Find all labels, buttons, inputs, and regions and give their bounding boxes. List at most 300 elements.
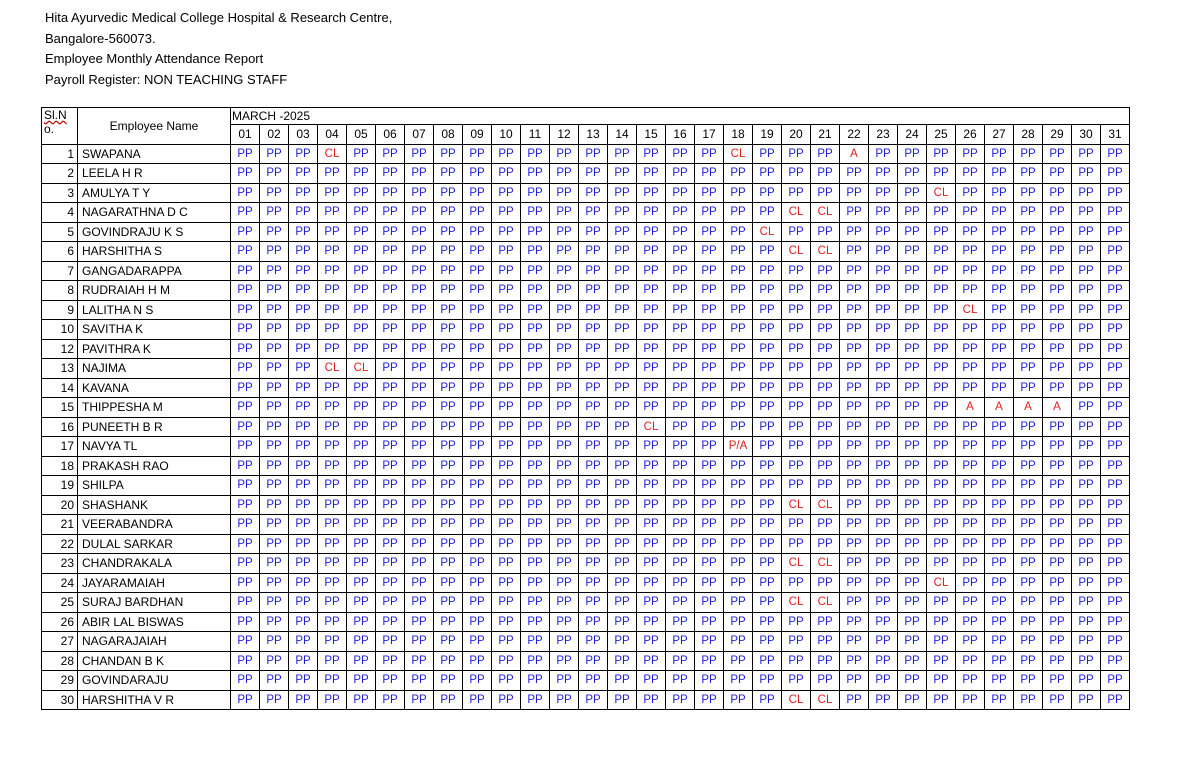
attendance-table xyxy=(41,107,1130,710)
attendance-present-mark: PP xyxy=(869,164,898,184)
attendance-present-mark: PP xyxy=(492,339,521,359)
attendance-present-mark: PP xyxy=(550,690,579,710)
attendance-present-mark: PP xyxy=(1101,164,1130,184)
attendance-present-mark: PP xyxy=(927,261,956,281)
attendance-present-mark: PP xyxy=(1014,164,1043,184)
attendance-present-mark: PP xyxy=(695,164,724,184)
attendance-present-mark: PP xyxy=(724,632,753,652)
attendance-present-mark: PP xyxy=(927,320,956,340)
attendance-present-mark: PP xyxy=(434,183,463,203)
attendance-present-mark: PP xyxy=(753,612,782,632)
attendance-present-mark: PP xyxy=(347,281,376,301)
attendance-present-mark: PP xyxy=(637,651,666,671)
attendance-present-mark: PP xyxy=(376,534,405,554)
attendance-present-mark: PP xyxy=(463,671,492,691)
day-header: 03 xyxy=(289,125,318,145)
attendance-present-mark: PP xyxy=(347,534,376,554)
attendance-present-mark: PP xyxy=(347,320,376,340)
attendance-present-mark: PP xyxy=(318,261,347,281)
attendance-present-mark: PP xyxy=(318,320,347,340)
attendance-present-mark: PP xyxy=(579,593,608,613)
attendance-present-mark: PP xyxy=(753,378,782,398)
attendance-present-mark: PP xyxy=(463,573,492,593)
table-row xyxy=(42,144,1130,164)
attendance-present-mark: PP xyxy=(724,612,753,632)
attendance-present-mark: PP xyxy=(1014,242,1043,262)
attendance-present-mark: PP xyxy=(492,612,521,632)
attendance-present-mark: PP xyxy=(231,281,260,301)
attendance-present-mark: PP xyxy=(666,242,695,262)
serial-number: 20 xyxy=(42,495,78,515)
attendance-present-mark: PP xyxy=(898,554,927,574)
attendance-present-mark: PP xyxy=(1014,359,1043,379)
attendance-present-mark: PP xyxy=(1072,437,1101,457)
employee-name: ABIR LAL BISWAS xyxy=(78,612,231,632)
attendance-present-mark: PP xyxy=(550,203,579,223)
attendance-leave-mark: CL xyxy=(318,359,347,379)
attendance-present-mark: PP xyxy=(608,378,637,398)
attendance-present-mark: PP xyxy=(956,417,985,437)
attendance-present-mark: PP xyxy=(376,359,405,379)
attendance-present-mark: PP xyxy=(985,300,1014,320)
attendance-present-mark: PP xyxy=(666,495,695,515)
attendance-present-mark: PP xyxy=(811,437,840,457)
attendance-present-mark: PP xyxy=(550,320,579,340)
attendance-present-mark: PP xyxy=(550,456,579,476)
employee-name: GANGADARAPPA xyxy=(78,261,231,281)
attendance-present-mark: PP xyxy=(753,320,782,340)
attendance-present-mark: PP xyxy=(608,359,637,379)
attendance-present-mark: PP xyxy=(434,573,463,593)
serial-number: 15 xyxy=(42,398,78,418)
day-header: 14 xyxy=(608,125,637,145)
attendance-present-mark: PP xyxy=(318,183,347,203)
attendance-present-mark: PP xyxy=(898,320,927,340)
attendance-present-mark: PP xyxy=(260,437,289,457)
attendance-present-mark: PP xyxy=(985,612,1014,632)
attendance-present-mark: PP xyxy=(985,690,1014,710)
attendance-present-mark: PP xyxy=(521,203,550,223)
attendance-present-mark: PP xyxy=(405,281,434,301)
attendance-present-mark: PP xyxy=(782,437,811,457)
attendance-leave-mark: CL xyxy=(753,222,782,242)
attendance-present-mark: PP xyxy=(840,534,869,554)
attendance-present-mark: PP xyxy=(492,378,521,398)
attendance-leave-mark: CL xyxy=(318,144,347,164)
attendance-present-mark: PP xyxy=(1072,242,1101,262)
attendance-present-mark: PP xyxy=(579,554,608,574)
attendance-present-mark: PP xyxy=(666,378,695,398)
attendance-present-mark: PP xyxy=(695,573,724,593)
attendance-present-mark: PP xyxy=(376,320,405,340)
attendance-present-mark: PP xyxy=(811,281,840,301)
attendance-present-mark: PP xyxy=(463,651,492,671)
attendance-present-mark: PP xyxy=(231,554,260,574)
attendance-present-mark: PP xyxy=(463,476,492,496)
attendance-present-mark: PP xyxy=(898,476,927,496)
attendance-present-mark: PP xyxy=(927,437,956,457)
attendance-present-mark: PP xyxy=(289,573,318,593)
day-header: 05 xyxy=(347,125,376,145)
attendance-present-mark: PP xyxy=(840,456,869,476)
attendance-present-mark: PP xyxy=(898,495,927,515)
attendance-present-mark: PP xyxy=(811,183,840,203)
day-header: 27 xyxy=(985,125,1014,145)
attendance-present-mark: PP xyxy=(463,554,492,574)
attendance-present-mark: PP xyxy=(666,144,695,164)
attendance-present-mark: PP xyxy=(405,203,434,223)
attendance-present-mark: PP xyxy=(492,242,521,262)
serial-number: 8 xyxy=(42,281,78,301)
attendance-present-mark: PP xyxy=(1014,612,1043,632)
attendance-present-mark: PP xyxy=(666,651,695,671)
table-row xyxy=(42,690,1130,710)
attendance-present-mark: PP xyxy=(927,612,956,632)
attendance-present-mark: PP xyxy=(666,183,695,203)
attendance-present-mark: PP xyxy=(579,476,608,496)
day-header: 28 xyxy=(1014,125,1043,145)
attendance-present-mark: PP xyxy=(724,203,753,223)
serial-number: 1 xyxy=(42,144,78,164)
attendance-present-mark: PP xyxy=(811,417,840,437)
attendance-leave-mark: A xyxy=(956,398,985,418)
attendance-present-mark: PP xyxy=(260,456,289,476)
attendance-present-mark: PP xyxy=(985,632,1014,652)
attendance-present-mark: PP xyxy=(231,417,260,437)
attendance-present-mark: PP xyxy=(811,573,840,593)
attendance-present-mark: PP xyxy=(724,320,753,340)
attendance-present-mark: PP xyxy=(608,456,637,476)
attendance-present-mark: PP xyxy=(492,632,521,652)
attendance-present-mark: PP xyxy=(579,203,608,223)
attendance-present-mark: PP xyxy=(434,632,463,652)
attendance-present-mark: PP xyxy=(1101,398,1130,418)
attendance-present-mark: PP xyxy=(318,671,347,691)
attendance-present-mark: PP xyxy=(782,320,811,340)
serial-number: 5 xyxy=(42,222,78,242)
employee-name: NAGARATHNA D C xyxy=(78,203,231,223)
attendance-present-mark: PP xyxy=(463,183,492,203)
attendance-present-mark: PP xyxy=(782,573,811,593)
attendance-present-mark: PP xyxy=(318,573,347,593)
attendance-present-mark: PP xyxy=(1043,300,1072,320)
attendance-present-mark: PP xyxy=(521,690,550,710)
attendance-present-mark: PP xyxy=(1043,144,1072,164)
attendance-present-mark: PP xyxy=(521,651,550,671)
attendance-present-mark: PP xyxy=(1101,261,1130,281)
attendance-present-mark: PP xyxy=(1043,183,1072,203)
attendance-present-mark: PP xyxy=(463,222,492,242)
attendance-present-mark: PP xyxy=(695,690,724,710)
attendance-present-mark: PP xyxy=(637,515,666,535)
attendance-present-mark: PP xyxy=(724,300,753,320)
attendance-present-mark: PP xyxy=(985,261,1014,281)
table-row xyxy=(42,183,1130,203)
attendance-present-mark: PP xyxy=(724,534,753,554)
attendance-present-mark: PP xyxy=(985,671,1014,691)
attendance-present-mark: PP xyxy=(1072,612,1101,632)
attendance-present-mark: PP xyxy=(289,339,318,359)
attendance-present-mark: PP xyxy=(666,690,695,710)
attendance-present-mark: PP xyxy=(347,437,376,457)
attendance-present-mark: PP xyxy=(521,437,550,457)
attendance-present-mark: PP xyxy=(376,690,405,710)
attendance-present-mark: PP xyxy=(869,300,898,320)
attendance-present-mark: PP xyxy=(840,261,869,281)
attendance-present-mark: PP xyxy=(637,183,666,203)
attendance-present-mark: PP xyxy=(927,593,956,613)
attendance-present-mark: PP xyxy=(753,632,782,652)
attendance-present-mark: PP xyxy=(869,242,898,262)
attendance-present-mark: PP xyxy=(782,164,811,184)
attendance-present-mark: PP xyxy=(231,671,260,691)
attendance-present-mark: PP xyxy=(579,632,608,652)
attendance-present-mark: PP xyxy=(724,456,753,476)
attendance-present-mark: PP xyxy=(521,339,550,359)
attendance-present-mark: PP xyxy=(463,378,492,398)
attendance-present-mark: PP xyxy=(898,612,927,632)
attendance-present-mark: PP xyxy=(666,671,695,691)
attendance-present-mark: PP xyxy=(289,690,318,710)
attendance-present-mark: PP xyxy=(1043,339,1072,359)
attendance-present-mark: PP xyxy=(347,203,376,223)
attendance-present-mark: PP xyxy=(695,495,724,515)
attendance-present-mark: PP xyxy=(608,632,637,652)
attendance-present-mark: PP xyxy=(492,300,521,320)
attendance-present-mark: PP xyxy=(434,222,463,242)
attendance-present-mark: PP xyxy=(434,456,463,476)
serial-number: 3 xyxy=(42,183,78,203)
attendance-present-mark: PP xyxy=(1014,144,1043,164)
attendance-present-mark: PP xyxy=(840,671,869,691)
attendance-present-mark: PP xyxy=(260,417,289,437)
attendance-present-mark: PP xyxy=(695,612,724,632)
attendance-present-mark: PP xyxy=(318,476,347,496)
attendance-present-mark: PP xyxy=(376,632,405,652)
attendance-present-mark: PP xyxy=(289,456,318,476)
attendance-present-mark: PP xyxy=(405,359,434,379)
attendance-present-mark: PP xyxy=(231,378,260,398)
attendance-present-mark: PP xyxy=(550,339,579,359)
attendance-present-mark: PP xyxy=(1101,651,1130,671)
attendance-present-mark: PP xyxy=(579,437,608,457)
attendance-present-mark: PP xyxy=(492,534,521,554)
attendance-present-mark: PP xyxy=(550,144,579,164)
attendance-leave-mark: CL xyxy=(782,495,811,515)
attendance-present-mark: PP xyxy=(666,612,695,632)
attendance-present-mark: PP xyxy=(347,515,376,535)
attendance-present-mark: PP xyxy=(550,534,579,554)
attendance-present-mark: PP xyxy=(463,164,492,184)
attendance-present-mark: PP xyxy=(956,281,985,301)
attendance-present-mark: PP xyxy=(492,320,521,340)
attendance-present-mark: PP xyxy=(1014,300,1043,320)
serial-number: 22 xyxy=(42,534,78,554)
attendance-present-mark: PP xyxy=(869,144,898,164)
attendance-present-mark: PP xyxy=(434,671,463,691)
attendance-present-mark: PP xyxy=(579,398,608,418)
attendance-present-mark: PP xyxy=(434,690,463,710)
attendance-present-mark: PP xyxy=(869,573,898,593)
attendance-present-mark: PP xyxy=(434,203,463,223)
table-row xyxy=(42,261,1130,281)
attendance-present-mark: PP xyxy=(521,261,550,281)
attendance-present-mark: PP xyxy=(782,398,811,418)
attendance-present-mark: PP xyxy=(927,690,956,710)
attendance-present-mark: PP xyxy=(695,515,724,535)
attendance-present-mark: PP xyxy=(579,320,608,340)
attendance-present-mark: PP xyxy=(1072,398,1101,418)
day-header: 01 xyxy=(231,125,260,145)
attendance-present-mark: PP xyxy=(666,573,695,593)
attendance-present-mark: PP xyxy=(1101,339,1130,359)
attendance-present-mark: PP xyxy=(1072,495,1101,515)
attendance-present-mark: PP xyxy=(898,651,927,671)
attendance-present-mark: PP xyxy=(695,593,724,613)
attendance-present-mark: PP xyxy=(753,242,782,262)
attendance-present-mark: PP xyxy=(637,632,666,652)
day-header: 26 xyxy=(956,125,985,145)
attendance-present-mark: PP xyxy=(927,203,956,223)
attendance-present-mark: PP xyxy=(724,690,753,710)
attendance-present-mark: PP xyxy=(782,476,811,496)
attendance-present-mark: PP xyxy=(376,456,405,476)
attendance-present-mark: PP xyxy=(927,671,956,691)
attendance-present-mark: PP xyxy=(695,378,724,398)
table-row xyxy=(42,203,1130,223)
day-header: 30 xyxy=(1072,125,1101,145)
attendance-present-mark: PP xyxy=(347,183,376,203)
attendance-present-mark: PP xyxy=(927,339,956,359)
attendance-present-mark: PP xyxy=(608,593,637,613)
attendance-present-mark: PP xyxy=(376,495,405,515)
attendance-present-mark: PP xyxy=(492,359,521,379)
attendance-present-mark: PP xyxy=(811,534,840,554)
table-row xyxy=(42,281,1130,301)
attendance-present-mark: PP xyxy=(289,437,318,457)
attendance-present-mark: PP xyxy=(260,339,289,359)
attendance-present-mark: PP xyxy=(869,378,898,398)
report-header xyxy=(45,8,392,90)
attendance-present-mark: PP xyxy=(1014,554,1043,574)
attendance-present-mark: PP xyxy=(869,554,898,574)
attendance-present-mark: PP xyxy=(376,651,405,671)
attendance-present-mark: PP xyxy=(956,203,985,223)
day-header: 16 xyxy=(666,125,695,145)
attendance-present-mark: PP xyxy=(550,593,579,613)
attendance-present-mark: PP xyxy=(1014,437,1043,457)
attendance-present-mark: PP xyxy=(318,534,347,554)
attendance-present-mark: PP xyxy=(956,651,985,671)
attendance-present-mark: PP xyxy=(376,203,405,223)
attendance-present-mark: PP xyxy=(840,690,869,710)
attendance-present-mark: PP xyxy=(260,359,289,379)
attendance-present-mark: PP xyxy=(782,534,811,554)
employee-name: PRAKASH RAO xyxy=(78,456,231,476)
attendance-present-mark: PP xyxy=(492,203,521,223)
attendance-present-mark: PP xyxy=(521,554,550,574)
attendance-present-mark: PP xyxy=(927,300,956,320)
attendance-present-mark: PP xyxy=(1043,612,1072,632)
table-row xyxy=(42,320,1130,340)
attendance-present-mark: PP xyxy=(521,242,550,262)
attendance-present-mark: PP xyxy=(289,378,318,398)
attendance-present-mark: PP xyxy=(637,398,666,418)
attendance-present-mark: PP xyxy=(463,398,492,418)
attendance-present-mark: PP xyxy=(434,534,463,554)
attendance-present-mark: PP xyxy=(782,300,811,320)
attendance-present-mark: PP xyxy=(1014,534,1043,554)
attendance-present-mark: PP xyxy=(260,281,289,301)
attendance-present-mark: PP xyxy=(753,398,782,418)
attendance-present-mark: PP xyxy=(550,437,579,457)
attendance-present-mark: PP xyxy=(898,671,927,691)
attendance-present-mark: PP xyxy=(260,534,289,554)
attendance-present-mark: PP xyxy=(782,222,811,242)
attendance-present-mark: PP xyxy=(869,632,898,652)
attendance-leave-mark: CL xyxy=(782,593,811,613)
attendance-present-mark: PP xyxy=(550,242,579,262)
attendance-present-mark: PP xyxy=(1101,534,1130,554)
attendance-present-mark: PP xyxy=(463,612,492,632)
attendance-present-mark: PP xyxy=(637,281,666,301)
attendance-leave-mark: CL xyxy=(782,690,811,710)
attendance-present-mark: PP xyxy=(695,261,724,281)
attendance-present-mark: PP xyxy=(492,671,521,691)
institution-name: Hita Ayurvedic Medical College Hospital & Research Centre, xyxy=(45,10,393,25)
attendance-present-mark: PP xyxy=(782,378,811,398)
attendance-present-mark: PP xyxy=(550,222,579,242)
attendance-present-mark: PP xyxy=(695,300,724,320)
attendance-present-mark: PP xyxy=(898,359,927,379)
attendance-present-mark: PP xyxy=(985,515,1014,535)
attendance-present-mark: PP xyxy=(521,593,550,613)
attendance-present-mark: PP xyxy=(927,554,956,574)
attendance-present-mark: PP xyxy=(1014,495,1043,515)
attendance-present-mark: PP xyxy=(753,261,782,281)
serial-number: 23 xyxy=(42,554,78,574)
attendance-present-mark: PP xyxy=(492,573,521,593)
table-row xyxy=(42,495,1130,515)
attendance-present-mark: PP xyxy=(753,554,782,574)
attendance-present-mark: PP xyxy=(434,612,463,632)
attendance-present-mark: PP xyxy=(840,612,869,632)
attendance-present-mark: PP xyxy=(579,690,608,710)
attendance-present-mark: PP xyxy=(753,456,782,476)
attendance-present-mark: PP xyxy=(260,378,289,398)
attendance-present-mark: PP xyxy=(347,456,376,476)
attendance-present-mark: PP xyxy=(637,437,666,457)
attendance-present-mark: PP xyxy=(434,261,463,281)
attendance-present-mark: PP xyxy=(347,261,376,281)
attendance-present-mark: PP xyxy=(898,690,927,710)
attendance-present-mark: PP xyxy=(405,495,434,515)
attendance-present-mark: PP xyxy=(231,339,260,359)
attendance-present-mark: PP xyxy=(869,671,898,691)
attendance-present-mark: PP xyxy=(724,281,753,301)
attendance-leave-mark: CL xyxy=(347,359,376,379)
attendance-present-mark: PP xyxy=(347,671,376,691)
attendance-present-mark: PP xyxy=(753,144,782,164)
attendance-present-mark: PP xyxy=(434,378,463,398)
attendance-present-mark: PP xyxy=(521,300,550,320)
attendance-present-mark: PP xyxy=(1043,476,1072,496)
attendance-present-mark: PP xyxy=(434,515,463,535)
attendance-present-mark: PP xyxy=(1043,495,1072,515)
attendance-present-mark: PP xyxy=(434,339,463,359)
attendance-present-mark: PP xyxy=(521,144,550,164)
attendance-leave-mark: CL xyxy=(927,183,956,203)
